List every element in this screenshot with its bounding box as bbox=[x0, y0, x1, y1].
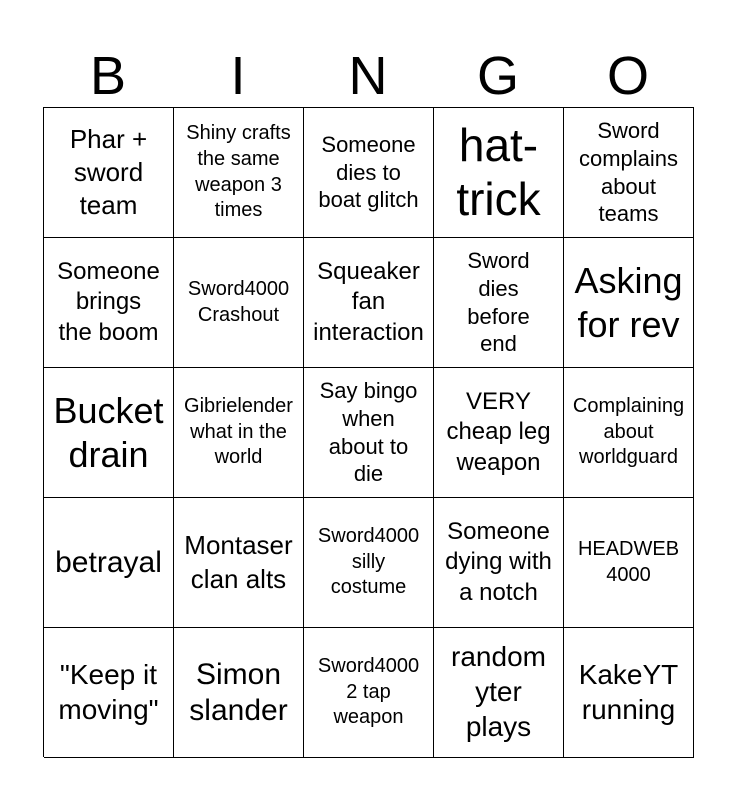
bingo-cell[interactable]: Sword4000 Crashout bbox=[174, 238, 304, 368]
bingo-cell[interactable]: Sword4000 2 tap weapon bbox=[304, 628, 434, 758]
bingo-cell[interactable]: Montaser clan alts bbox=[174, 498, 304, 628]
bingo-cell[interactable]: Someone dying with a notch bbox=[434, 498, 564, 628]
header-letter-o: O bbox=[606, 46, 649, 106]
bingo-cell[interactable]: KakeYT running bbox=[564, 628, 694, 758]
bingo-cell[interactable]: HEADWEB 4000 bbox=[564, 498, 694, 628]
bingo-cell[interactable]: Complaining about worldguard bbox=[564, 368, 694, 498]
header-letter-i: I bbox=[230, 46, 246, 106]
bingo-cell[interactable]: Gibrielender what in the world bbox=[174, 368, 304, 498]
bingo-cell[interactable]: hat- trick bbox=[434, 108, 564, 238]
header-letter-n: N bbox=[348, 46, 388, 106]
bingo-board bbox=[43, 107, 694, 757]
bingo-cell[interactable]: Simon slander bbox=[174, 628, 304, 758]
header-letter-g: G bbox=[476, 46, 519, 106]
bingo-cell[interactable]: Someone brings the boom bbox=[44, 238, 174, 368]
bingo-cell[interactable]: random yter plays bbox=[434, 628, 564, 758]
bingo-cell[interactable]: Shiny crafts the same weapon 3 times bbox=[174, 108, 304, 238]
bingo-cell[interactable]: VERY cheap leg weapon bbox=[434, 368, 564, 498]
bingo-cell[interactable]: Squeaker fan interaction bbox=[304, 238, 434, 368]
bingo-cell[interactable]: Someone dies to boat glitch bbox=[304, 108, 434, 238]
header-letter-b: B bbox=[89, 46, 127, 106]
bingo-cell[interactable]: Sword4000 silly costume bbox=[304, 498, 434, 628]
bingo-header bbox=[43, 44, 693, 108]
bingo-cell[interactable]: betrayal bbox=[44, 498, 174, 628]
bingo-cell[interactable]: "Keep it moving" bbox=[44, 628, 174, 758]
bingo-cell[interactable]: Sword dies before end bbox=[434, 238, 564, 368]
bingo-cell[interactable]: Asking for rev bbox=[564, 238, 694, 368]
bingo-cell[interactable]: Say bingo when about to die bbox=[304, 368, 434, 498]
bingo-cell[interactable]: Sword complains about teams bbox=[564, 108, 694, 238]
bingo-cell[interactable]: Phar + sword team bbox=[44, 108, 174, 238]
bingo-cell[interactable]: Bucket drain bbox=[44, 368, 174, 498]
